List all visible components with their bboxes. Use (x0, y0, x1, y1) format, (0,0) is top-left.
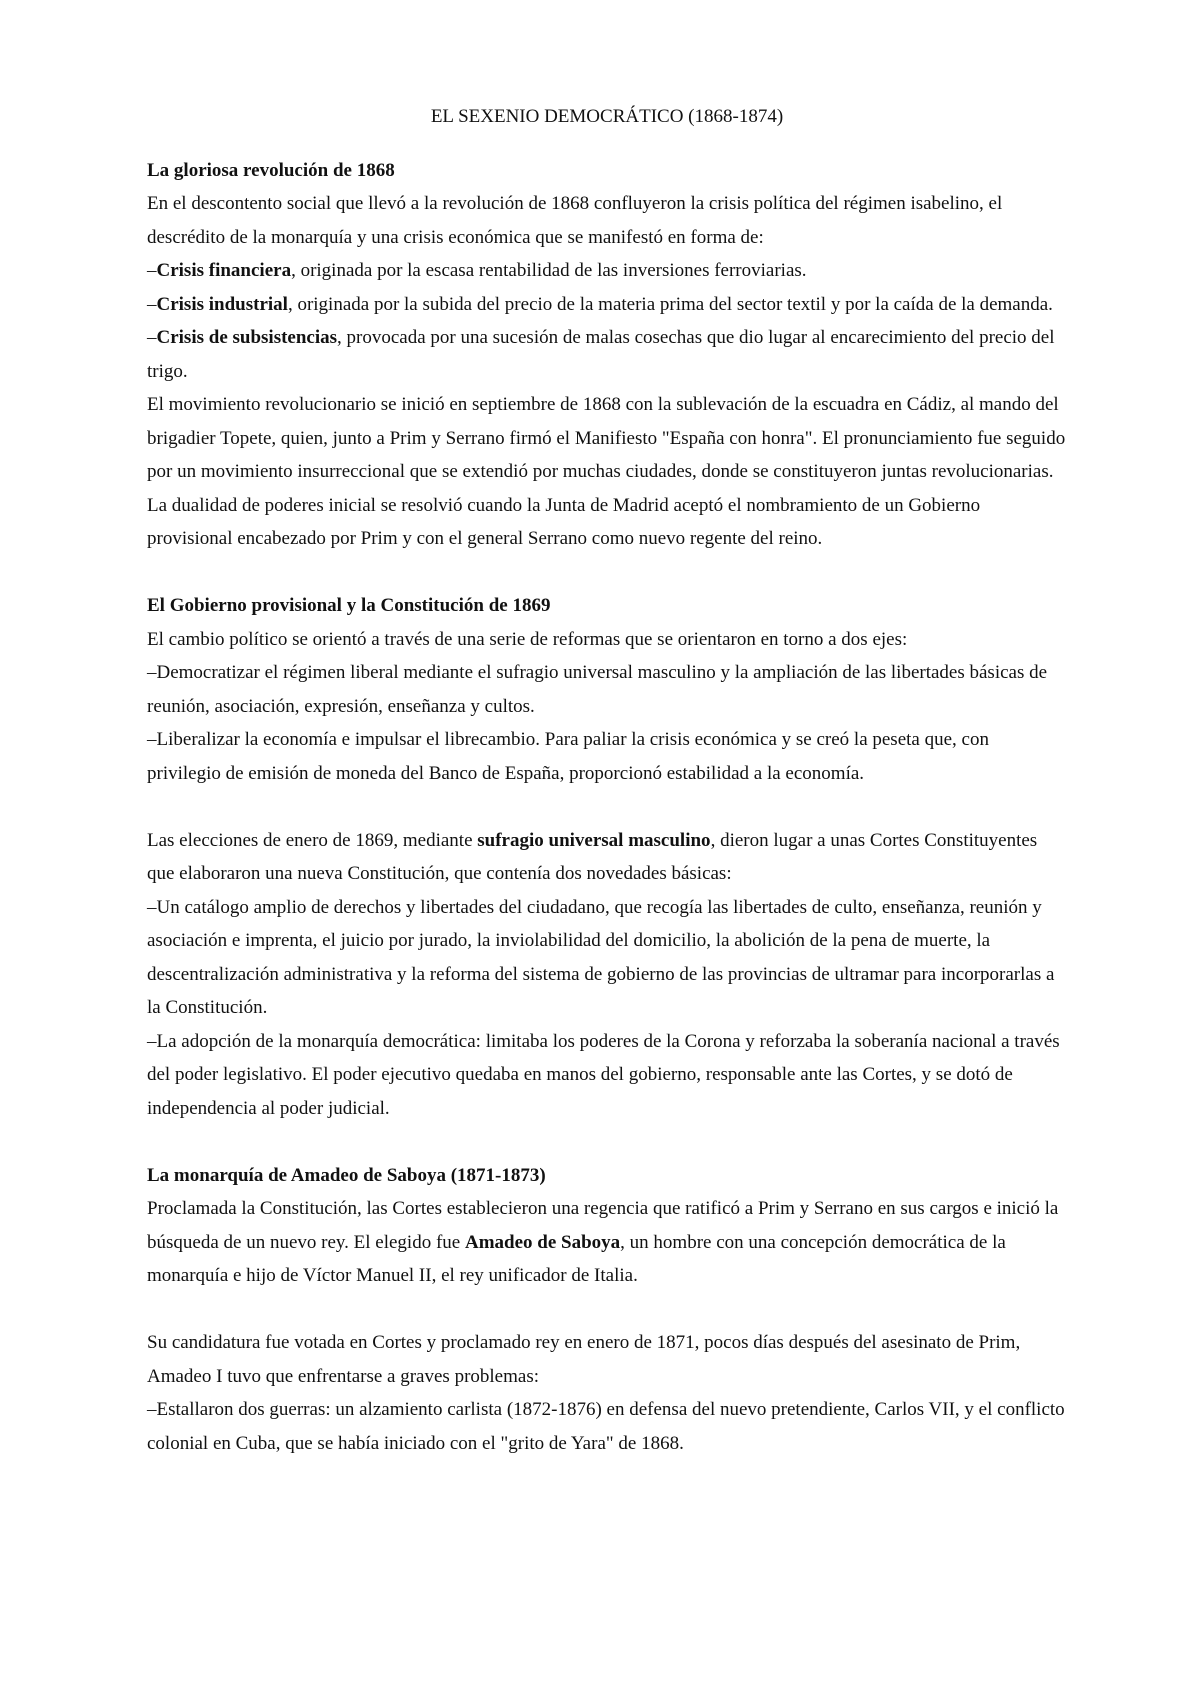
list-item: –La adopción de la monarquía democrática: limitaba los poderes de la Corona y reforzaba la soberanía nacional a través del poder legislativo. El poder ejecutivo quedaba en manos del gobierno, responsable ante las Cortes, y se dotó de independencia al poder judicial. (147, 1030, 1060, 1119)
paragraph (147, 1192, 1067, 1293)
bold-term: Crisis de subsistencias (156, 327, 338, 348)
list-item: –Liberalizar la economía e impulsar el librecambio. Para paliar la crisis económica y se creó la peseta que, con privilegio de emisión de moneda del Banco de España, proporcionó estabilidad a la economía. (147, 729, 989, 784)
spacer (147, 1293, 1067, 1327)
list-item (147, 321, 1067, 388)
paragraph: En el descontento social que llevó a la revolución de 1868 confluyeron la crisis política del régimen isabelino, el descrédito de la monarquía y una crisis económica que se manifestó en forma de: (147, 193, 1003, 248)
paragraph: El cambio político se orientó a través de una serie de reformas que se orientaron en torno a dos ejes: (147, 628, 908, 650)
document-title: EL SEXENIO DEMOCRÁTICO (1868-1874) (430, 106, 784, 127)
list-item: –Un catálogo amplio de derechos y libertades del ciudadano, que recogía las libertades de culto, enseñanza, reunión y asociación e imprenta, el juicio por jurado, la inviolabilidad del domicilio, la abolición de la pena de muerte, la descentralización administrativa y la reforma del sistema de gobierno de las provincias de ultramar para incorporarlas a la Constitución. (147, 896, 1055, 1018)
section-heading-provisional-government: El Gobierno provisional y la Constitución de 1869 (147, 595, 551, 616)
list-dash: – (147, 260, 157, 281)
section-heading-amadeo: La monarquía de Amadeo de Saboya (1871-1873) (147, 1164, 546, 1186)
list-item-text: , provocada por una sucesión de malas cosechas que dio lugar al encarecimiento del precio del trigo. (147, 327, 1055, 382)
paragraph: Su candidatura fue votada en Cortes y proclamado rey en enero de 1871, pocos días después del asesinato de Prim, Amadeo I tuvo que enfrentarse a graves problemas: (147, 1332, 1021, 1387)
list-item: –Democratizar el régimen liberal mediante el sufragio universal masculino y la ampliación de las libertades básicas de reunión, asociación, expresión, enseñanza y cultos. (147, 662, 1048, 717)
list-item-text: , originada por la escasa rentabilidad de las inversiones ferroviarias. (291, 260, 807, 281)
list-dash: – (147, 293, 157, 315)
list-item-text: , originada por la subida del precio de la materia prima del sector textil y por la caída de la demanda. (287, 293, 1053, 315)
paragraph-text: , un hombre con una concepción democrática de la monarquía e hijo de Víctor Manuel II, el rey unificador de Italia. (147, 1231, 1006, 1286)
paragraph-text: Proclamada la Constitución, las Cortes establecieron una regencia que ratificó a Prim y Serrano en sus cargos e inició la búsqueda de un nuevo rey. El elegido fue (147, 1198, 1059, 1253)
list-dash: – (147, 327, 157, 348)
bold-term: sufragio universal masculino (477, 829, 711, 851)
paragraph (147, 824, 1067, 891)
list-item (147, 254, 1067, 288)
bold-term: Crisis industrial (156, 293, 288, 315)
list-item: –Estallaron dos guerras: un alzamiento carlista (1872-1876) en defensa del nuevo pretendiente, Carlos VII, y el conflicto colonial en Cuba, que se había iniciado con el "grito de Yara" de 1868. (147, 1399, 1065, 1454)
bold-term: Crisis financiera (156, 260, 292, 281)
spacer (147, 790, 1067, 824)
document-body (147, 100, 1067, 1460)
spacer (147, 1125, 1067, 1159)
section-heading-revolution: La gloriosa revolución de 1868 (147, 159, 395, 181)
spacer (147, 556, 1067, 590)
bold-term: Amadeo de Saboya (464, 1231, 621, 1253)
paragraph-text: , dieron lugar a unas Cortes Constituyentes que elaboraron una nueva Constitución, que contenía dos novedades básicas: (147, 829, 1038, 884)
paragraph: La dualidad de poderes inicial se resolvió cuando la Junta de Madrid aceptó el nombramiento de un Gobierno provisional encabezado por Prim y con el general Serrano como nuevo regente del reino. (147, 494, 981, 549)
paragraph-text: Las elecciones de enero de 1869, mediante (147, 829, 478, 851)
list-item (147, 288, 1067, 322)
paragraph: El movimiento revolucionario se inició en septiembre de 1868 con la sublevación de la escuadra en Cádiz, al mando del brigadier Topete, quien, junto a Prim y Serrano firmó el Manifiesto "España con honra". El pronunciamiento fue seguido por un movimiento insurreccional que se extendió por muchas ciudades, donde se constituyeron juntas revolucionarias. (147, 394, 1066, 482)
